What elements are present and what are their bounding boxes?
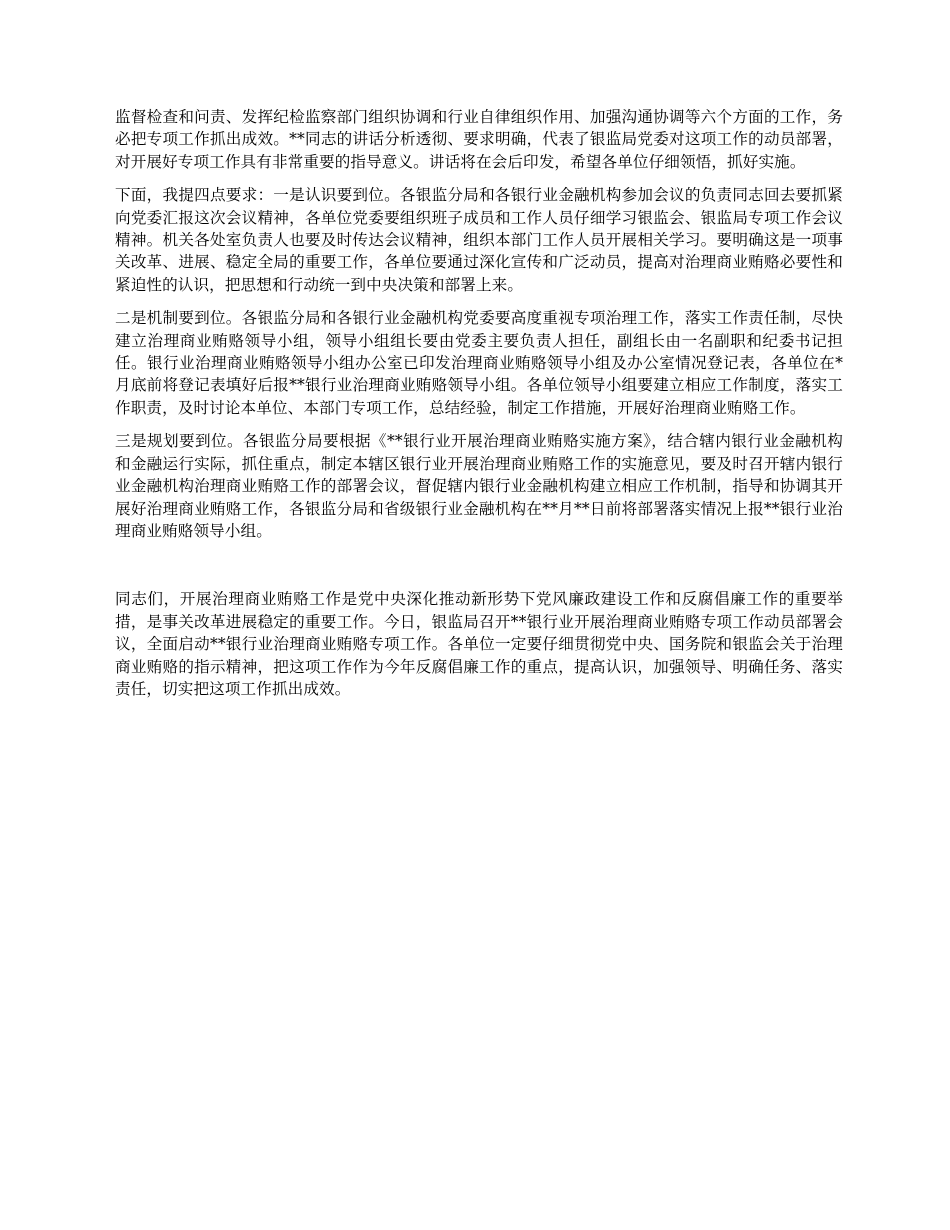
paragraph-2: 下面，我提四点要求：一是认识要到位。各银监分局和各银行业金融机构参加会议的负责同志回去要抓紧向党委汇报这次会议精神，各单位党委要组织班子成员和工作人员仔细学习银监会、银监局专项工作会议精神。机关各处室负责人也要及时传达会议精神，组织本部门工作人员开展相关学习。要明确这是一项事关改革、进展、稳定全局的重要工作，各单位要通过深化宣传和广泛动员，提高对治理商业贿赂必要性和紧迫性的认识，把思想和行动统一到中央决策和部署上来。 xyxy=(115,186,843,294)
paragraph-1: 监督检查和问责、发挥纪检监察部门组织协调和行业自律组织作用、加强沟通协调等六个方面的工作，务必把专项工作抓出成效。**同志的讲话分析透彻、要求明确，代表了银监局党委对这项工作的动员部署，对开展好专项工作具有非常重要的指导意义。讲话将在会后印发，希望各单位仔细领悟，抓好实施。 xyxy=(115,108,843,171)
document-body xyxy=(115,106,843,700)
paragraph-4: 三是规划要到位。各银监分局要根据《**银行业开展治理商业贿赂实施方案》，结合辖内银行业金融机构和金融运行实际，抓住重点，制定本辖区银行业开展治理商业贿赂工作的实施意见，要及时召开辖内银行业金融机构治理商业贿赂工作的部署会议，督促辖内银行业金融机构建立相应工作机制，指导和协调其开展好治理商业贿赂工作，各银监分局和省级银行业金融机构在**月**日前将部署落实情况上报**银行业治理商业贿赂领导小组。 xyxy=(115,432,843,540)
paragraph-3: 二是机制要到位。各银监分局和各银行业金融机构党委要高度重视专项治理工作，落实工作责任制，尽快建立治理商业贿赂领导小组，领导小组组长要由党委主要负责人担任，副组长由一名副职和纪委书记担任。银行业治理商业贿赂领导小组办公室已印发治理商业贿赂领导小组及办公室情况登记表，各单位在*月底前将登记表填好后报**银行业治理商业贿赂领导小组。各单位领导小组要建立相应工作制度，落实工作职责，及时讨论本单位、本部门专项工作，总结经验，制定工作措施，开展好治理商业贿赂工作。 xyxy=(115,309,843,417)
paragraph-5: 同志们，开展治理商业贿赂工作是党中央深化推动新形势下党风廉政建设工作和反腐倡廉工作的重要举措，是事关改革进展稳定的重要工作。今日，银监局召开**银行业开展治理商业贿赂专项工作动员部署会议，全面启动**银行业治理商业贿赂专项工作。各单位一定要仔细贯彻党中央、国务院和银监会关于治理商业贿赂的指示精神，把这项工作作为今年反腐倡廉工作的重点，提高认识，加强领导、明确任务、落实责任，切实把这项工作抓出成效。 xyxy=(115,590,843,698)
paragraph-gap xyxy=(115,542,843,588)
